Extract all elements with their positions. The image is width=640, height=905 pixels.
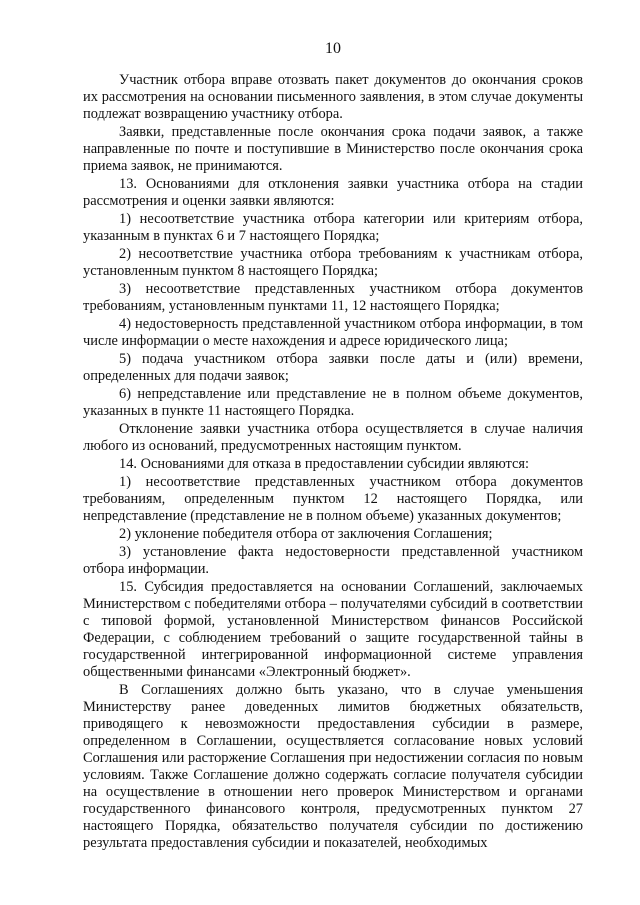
list-item-14-3: 3) установление факта недостоверности представленной участником отбора информации. xyxy=(83,544,583,577)
paragraph-section-15: 15. Субсидия предоставляется на основании Соглашений, заключаемых Министерством с победителями отбора – получателями субсидий в соответствии с типовой формой, установленной Министерством финансов Российской Федерации, с соблюдением требований о защите государственной тайны в государственной интегрированной информационной системе управления общественными финансами «Электронный бюджет». xyxy=(83,579,583,680)
paragraph-section-13: 13. Основаниями для отклонения заявки участника отбора на стадии рассмотрения и оценки заявки являются: xyxy=(83,176,583,209)
paragraph-agreements: В Соглашениях должно быть указано, что в случае уменьшения Министерству ранее доведенных лимитов бюджетных обязательств, приводящего к невозможности предоставления субсидии в размере, определенном в Соглашении, осуществляется согласование новых условий Соглашения или расторжение Соглашения при недостижении согласия по новым условиям. Также Соглашение должно содержать согласие получателя субсидии на осуществление в отношении него проверок Министерством и органами государственного финансового контроля, предусмотренных пунктом 27 настоящего Порядка, обязательство получателя субсидии по достижению результата предоставления субсидии и показателей, необходимых xyxy=(83,682,583,851)
document-page xyxy=(83,40,583,853)
paragraph-section-14: 14. Основаниями для отказа в предоставлении субсидии являются: xyxy=(119,456,529,472)
paragraph-rejection: Отклонение заявки участника отбора осуществляется в случае наличия любого из оснований, предусмотренных настоящим пунктом. xyxy=(83,421,583,454)
paragraph-withdrawal: Участник отбора вправе отозвать пакет документов до окончания сроков их рассмотрения на основании письменного заявления, в этом случае документы подлежат возвращению участнику отбора. xyxy=(83,72,583,122)
list-item-13-4: 4) недостоверность представленной участником отбора информации, в том числе информации о месте нахождения и адресе юридического лица; xyxy=(83,316,583,349)
list-item-13-1: 1) несоответствие участника отбора категории или критериям отбора, указанным в пунктах 6 и 7 настоящего Порядка; xyxy=(83,211,583,244)
list-item-13-3: 3) несоответствие представленных участником отбора документов требованиям, установленным пунктами 11, 12 настоящего Порядка; xyxy=(83,281,583,314)
list-item-13-5: 5) подача участником отбора заявки после даты и (или) времени, определенных для подачи заявок; xyxy=(83,351,583,384)
list-item-13-2: 2) несоответствие участника отбора требованиям к участникам отбора, установленным пунктом 8 настоящего Порядка; xyxy=(83,246,583,279)
list-item-14-1: 1) несоответствие представленных участником отбора документов требованиям, определенным пунктом 12 настоящего Порядка, или непредставление (представление не в полном объеме) указанных документов; xyxy=(83,474,583,524)
page-number: 10 xyxy=(325,40,341,57)
list-item-14-2: 2) уклонение победителя отбора от заключения Соглашения; xyxy=(119,526,493,542)
list-item-13-6: 6) непредставление или представление не в полном объеме документов, указанных в пункте 11 настоящего Порядка. xyxy=(83,386,583,419)
paragraph-late-applications: Заявки, представленные после окончания срока подачи заявок, а также направленные по почте и поступившие в Министерство после окончания срока приема заявок, не принимаются. xyxy=(83,124,583,174)
